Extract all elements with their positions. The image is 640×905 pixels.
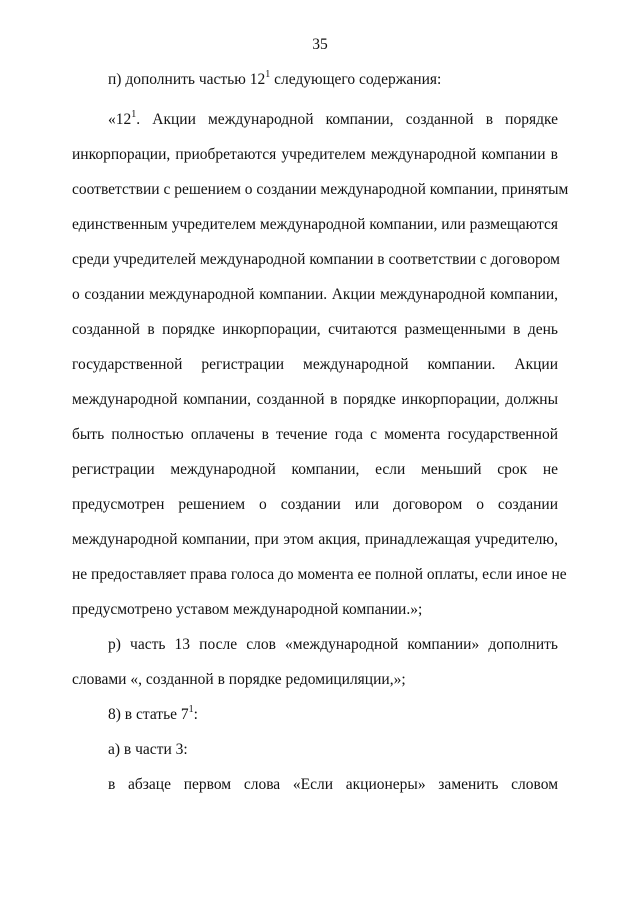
paragraph-line: единственным учредителем международной компании, или размещаются — [72, 216, 558, 233]
paragraph-line: предусмотрено уставом международной компании.»; — [72, 601, 423, 618]
text-span: : — [193, 706, 198, 723]
paragraph-line: созданной в порядке инкорпорации, считаются размещенными в день — [72, 321, 558, 338]
paragraph-line — [108, 70, 558, 90]
paragraph-line: соответствии с решением о создании международной компании, принятым — [72, 181, 569, 198]
paragraph-line: государственной регистрации международной компании. Акции — [72, 356, 558, 373]
paragraph-line: предусмотрен решением о создании или договором о создании — [72, 496, 558, 513]
paragraph-line: инкорпорации, приобретаются учредителем международной компании в — [72, 146, 558, 163]
page-number: 35 — [312, 36, 328, 53]
paragraph-line: в абзаце первом слова «Если акционеры» заменить словом — [108, 776, 558, 793]
text-span: следующего содержания: — [270, 71, 442, 88]
paragraph-line — [108, 110, 558, 130]
text-span: п) дополнить частью 12 — [108, 71, 266, 88]
paragraph-line: быть полностью оплачены в течение года с момента государственной — [72, 426, 558, 443]
paragraph-line: среди учредителей международной компании в соответствии с договором — [72, 251, 560, 268]
paragraph-line: не предоставляет права голоса до момента ее полной оплаты, если иное не — [72, 566, 567, 583]
paragraph-line: словами «, созданной в порядке редомициляции,»; — [72, 671, 406, 688]
paragraph-line: о создании международной компании. Акции международной компании, — [72, 286, 558, 303]
paragraph-line — [108, 705, 558, 725]
paragraph-line: международной компании, созданной в порядке инкорпорации, должны — [72, 391, 558, 408]
paragraph-line: регистрации международной компании, если меньший срок не — [72, 461, 558, 478]
paragraph-line: международной компании, при этом акция, принадлежащая учредителю, — [72, 531, 558, 548]
superscript: 1 — [131, 108, 137, 120]
paragraph-line: р) часть 13 после слов «международной компании» дополнить — [108, 636, 558, 653]
superscript: 1 — [265, 68, 271, 80]
paragraph-line: а) в части 3: — [108, 741, 188, 758]
text-span: 8) в статье 7 — [108, 706, 189, 723]
text-span: «12 — [108, 111, 132, 128]
superscript: 1 — [188, 703, 194, 715]
text-span: . Акции международной компании, созданной в порядке — [136, 111, 558, 128]
